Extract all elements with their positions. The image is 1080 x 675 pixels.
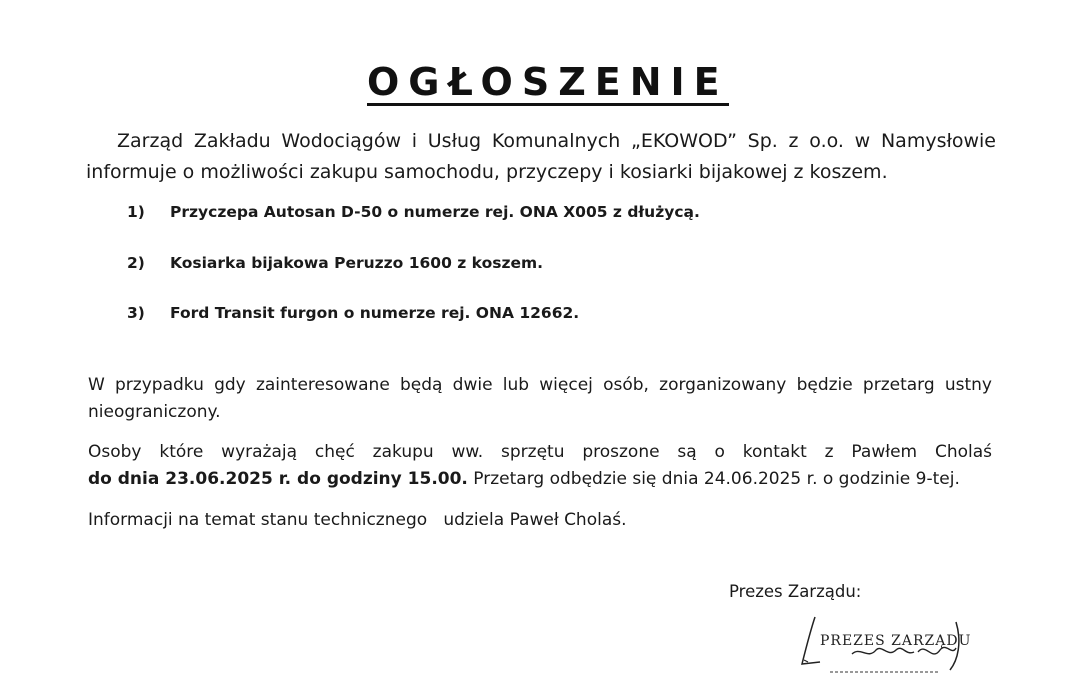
item-number: 2) xyxy=(127,254,145,272)
paragraph-line: Osoby które wyrażają chęć zakupu ww. sprzętu proszone są o kontakt z Pawłem Cholaś xyxy=(88,442,992,462)
auction-date-text: Przetarg odbędzie się dnia 24.06.2025 r. o godzinie 9-tej. xyxy=(467,469,960,489)
item-number: 3) xyxy=(127,304,145,322)
intro-line-2: informuje o możliwości zakupu samochodu, przyczepy i kosiarki bijakowej z koszem. xyxy=(86,161,888,183)
item-text: Przyczepa Autosan D-50 o numerze rej. ONA X005 z dłużycą. xyxy=(170,203,700,221)
paragraph-line xyxy=(88,466,992,493)
page-title: OGŁOSZENIE xyxy=(367,60,729,104)
signature-label: Prezes Zarządu: xyxy=(729,582,862,601)
deadline-text: do dnia 23.06.2025 r. do godziny 15.00. xyxy=(88,469,468,489)
paragraph-line: W przypadku gdy zainteresowane będą dwie lub więcej osób, zorganizowany będzie przetarg ustny xyxy=(88,375,992,395)
paragraph-technical-info: Informacji na temat stanu technicznego udziela Paweł Cholaś. xyxy=(88,510,627,530)
stamp: PREZES ZARZĄDU xyxy=(820,633,972,649)
item-number: 1) xyxy=(127,203,145,221)
item-text: Kosiarka bijakowa Peruzzo 1600 z koszem. xyxy=(170,254,544,272)
paragraph-contact xyxy=(88,439,992,493)
item-text: Ford Transit furgon o numerze rej. ONA 12662. xyxy=(170,304,580,322)
paragraph-line: nieograniczony. xyxy=(88,402,221,422)
paragraph-auction-info xyxy=(88,372,992,426)
intro-paragraph xyxy=(86,126,996,188)
intro-line-1: Zarząd Zakładu Wodociągów i Usług Komunalnych „EKOWOD” Sp. z o.o. w Namysłowie xyxy=(117,130,996,152)
